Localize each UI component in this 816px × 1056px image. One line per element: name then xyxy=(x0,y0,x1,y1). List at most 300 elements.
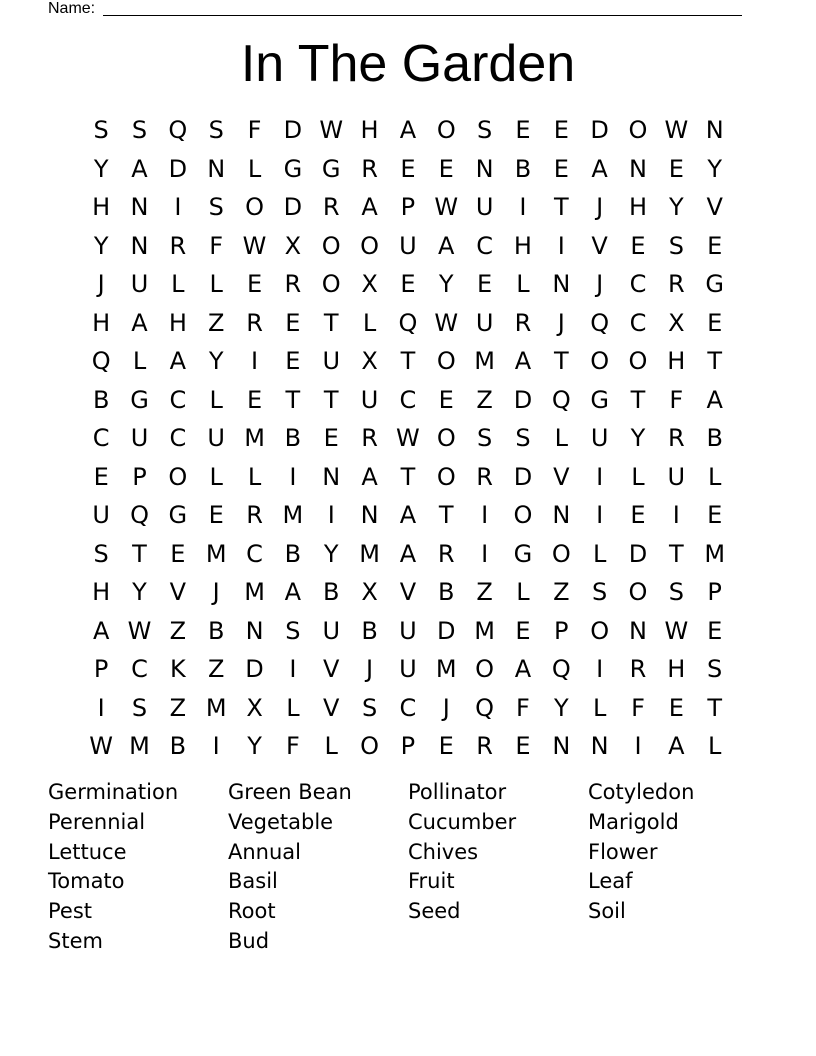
grid-letter: H xyxy=(360,116,379,144)
grid-letter: A xyxy=(361,462,378,491)
grid-letter: N xyxy=(245,616,264,645)
grid-row xyxy=(82,304,734,343)
grid-letter: R xyxy=(361,154,378,183)
grid-letter: B xyxy=(169,732,187,760)
grid-letter: L xyxy=(209,462,223,491)
grid-letter: Y xyxy=(132,578,147,606)
grid-letter: C xyxy=(169,424,187,452)
grid-letter: S xyxy=(668,578,684,606)
grid-letter: V xyxy=(553,462,570,491)
grid-letter: U xyxy=(360,385,379,414)
grid-letter: H xyxy=(168,308,187,337)
grid-letter: Z xyxy=(169,616,187,645)
grid-letter: R xyxy=(246,308,263,337)
grid-letter: T xyxy=(553,347,569,375)
grid-letter: R xyxy=(514,308,532,337)
grid-letter: W xyxy=(89,732,114,760)
grid-letter: W xyxy=(434,308,459,337)
grid-letter: Q xyxy=(551,385,571,414)
grid-letter: U xyxy=(92,501,110,529)
grid-letter: E xyxy=(515,732,531,760)
grid-letter: M xyxy=(244,578,265,606)
grid-letter: U xyxy=(590,424,609,452)
grid-letter: H xyxy=(92,578,111,606)
grid-letter: E xyxy=(438,732,454,760)
grid-letter: L xyxy=(362,308,377,337)
grid-letter: A xyxy=(399,539,417,568)
grid-letter: O xyxy=(628,116,648,144)
grid-letter: C xyxy=(246,539,263,568)
grid-letter: T xyxy=(400,347,416,375)
grid-row xyxy=(82,650,734,689)
grid-letter: O xyxy=(360,231,380,260)
grid-letter: E xyxy=(707,231,723,260)
grid-letter: S xyxy=(131,116,148,144)
grid-letter: G xyxy=(590,385,609,414)
grid-letter: D xyxy=(628,539,648,568)
grid-letter: S xyxy=(361,693,378,722)
grid-letter: E xyxy=(630,231,646,260)
grid-letter: A xyxy=(399,501,417,529)
grid-letter: M xyxy=(704,539,726,568)
grid-letter: I xyxy=(97,693,105,722)
grid-letter: E xyxy=(553,154,569,183)
grid-letter: U xyxy=(475,193,494,221)
grid-letter: N xyxy=(207,154,226,183)
grid-letter: J xyxy=(557,308,565,337)
word-list-item: Root xyxy=(228,899,276,924)
grid-letter: D xyxy=(437,616,456,645)
grid-letter: B xyxy=(284,424,302,452)
grid-letter: A xyxy=(514,655,532,683)
grid-letter: S xyxy=(208,116,224,144)
grid-letter: U xyxy=(667,462,686,491)
grid-letter: N xyxy=(360,501,379,529)
grid-letter: V xyxy=(323,655,340,683)
grid-letter: L xyxy=(247,462,262,491)
grid-letter: V xyxy=(323,693,340,722)
grid-letter: O xyxy=(628,347,648,375)
grid-letter: I xyxy=(289,462,297,491)
name-label: Name: xyxy=(48,0,96,17)
grid-letter: L xyxy=(707,732,722,760)
grid-letter: G xyxy=(168,501,188,529)
word-list-item: Basil xyxy=(228,869,278,894)
grid-letter: V xyxy=(706,193,723,221)
grid-letter: B xyxy=(706,424,723,452)
grid-letter: H xyxy=(92,193,111,221)
grid-letter: R xyxy=(476,462,493,491)
grid-letter: E xyxy=(170,539,186,568)
grid-letter: N xyxy=(130,193,149,221)
word-list-item: Marigold xyxy=(588,809,679,834)
grid-letter: T xyxy=(707,693,722,722)
grid-letter: W xyxy=(242,231,267,260)
grid-letter: X xyxy=(361,578,378,606)
grid-letter: L xyxy=(554,424,568,452)
grid-letter: T xyxy=(630,385,646,414)
grid-letter: A xyxy=(399,116,417,144)
word-list-item: Annual xyxy=(228,839,301,864)
grid-letter: I xyxy=(557,231,565,260)
grid-letter: J xyxy=(596,270,604,298)
grid-letter: C xyxy=(399,385,417,414)
grid-letter: O xyxy=(475,655,495,683)
grid-letter: E xyxy=(668,693,684,722)
grid-letter: L xyxy=(516,270,530,298)
grid-letter: M xyxy=(474,347,495,375)
grid-letter: A xyxy=(131,154,148,183)
grid-letter: Y xyxy=(208,347,224,375)
grid-letter: L xyxy=(209,270,223,298)
grid-letter: P xyxy=(707,578,722,606)
grid-letter: E xyxy=(400,270,416,298)
grid-row xyxy=(82,727,734,766)
grid-letter: C xyxy=(92,424,110,452)
grid-letter: P xyxy=(554,616,569,645)
grid-letter: A xyxy=(591,154,608,183)
word-list-item: Tomato xyxy=(48,869,125,894)
grid-letter: Y xyxy=(247,732,262,760)
grid-letter: U xyxy=(399,655,417,683)
grid-row xyxy=(82,612,734,651)
grid-row xyxy=(82,535,734,574)
grid-letter: Y xyxy=(707,154,722,183)
letter-grid xyxy=(82,111,734,766)
grid-row xyxy=(82,496,734,535)
grid-letter: O xyxy=(590,616,610,645)
grid-letter: I xyxy=(481,539,489,568)
grid-letter: Q xyxy=(590,308,610,337)
grid-letter: I xyxy=(596,501,604,529)
grid-letter: F xyxy=(285,732,300,760)
grid-letter: C xyxy=(399,693,417,722)
grid-letter: M xyxy=(282,501,304,529)
grid-letter: A xyxy=(668,732,685,760)
grid-row xyxy=(82,689,734,728)
grid-letter: G xyxy=(705,270,724,298)
grid-letter: O xyxy=(628,578,648,606)
grid-row xyxy=(82,188,734,227)
grid-letter: R xyxy=(629,655,647,683)
grid-letter: U xyxy=(130,270,149,298)
grid-row xyxy=(82,381,734,420)
grid-letter: D xyxy=(590,116,609,144)
grid-letter: V xyxy=(399,578,417,606)
grid-letter: E xyxy=(246,385,263,414)
grid-letter: N xyxy=(705,116,724,144)
grid-letter: B xyxy=(438,578,455,606)
grid-letter: B xyxy=(361,616,378,645)
grid-row xyxy=(82,419,734,458)
word-list xyxy=(48,778,768,957)
grid-letter: D xyxy=(513,385,533,414)
grid-letter: P xyxy=(400,732,416,760)
grid-letter: H xyxy=(513,231,532,260)
grid-letter: F xyxy=(247,116,262,144)
grid-letter: Q xyxy=(475,693,495,722)
grid-letter: D xyxy=(283,193,303,221)
grid-letter: O xyxy=(436,116,456,144)
grid-letter: I xyxy=(596,462,604,491)
grid-letter: E xyxy=(285,347,301,375)
grid-letter: I xyxy=(251,347,259,375)
grid-letter: T xyxy=(323,308,339,337)
grid-letter: R xyxy=(169,231,187,260)
grid-letter: M xyxy=(474,616,495,645)
grid-letter: Q xyxy=(551,655,571,683)
word-list-item: Perennial xyxy=(48,809,146,834)
grid-letter: Z xyxy=(476,385,493,414)
grid-letter: H xyxy=(92,308,111,337)
grid-row xyxy=(82,150,734,189)
grid-letter: I xyxy=(481,501,489,529)
grid-letter: I xyxy=(289,655,297,683)
grid-row xyxy=(82,111,734,150)
grid-letter: U xyxy=(207,424,225,452)
grid-letter: O xyxy=(513,501,533,529)
grid-letter: A xyxy=(169,347,187,375)
grid-letter: A xyxy=(361,193,378,221)
grid-letter: G xyxy=(130,385,149,414)
grid-letter: O xyxy=(551,539,571,568)
word-list-item: Lettuce xyxy=(48,839,127,864)
grid-letter: M xyxy=(244,424,265,452)
grid-letter: U xyxy=(322,616,341,645)
grid-letter: S xyxy=(592,578,608,606)
grid-letter: U xyxy=(399,616,417,645)
grid-letter: R xyxy=(437,539,455,568)
grid-letter: F xyxy=(209,231,224,260)
grid-letter: H xyxy=(667,655,686,683)
grid-letter: B xyxy=(92,385,110,414)
grid-letter: Y xyxy=(630,424,646,452)
grid-letter: M xyxy=(359,539,380,568)
grid-letter: J xyxy=(596,193,604,221)
grid-letter: W xyxy=(434,193,459,221)
page-title: In The Garden xyxy=(240,35,576,93)
grid-letter: Y xyxy=(438,270,454,298)
word-list-item: Green Bean xyxy=(228,780,352,804)
grid-letter: E xyxy=(515,116,531,144)
word-list-item: Fruit xyxy=(408,869,455,894)
grid-letter: G xyxy=(283,154,303,183)
grid-letter: L xyxy=(171,270,185,298)
grid-letter: X xyxy=(284,231,302,260)
grid-letter: C xyxy=(169,385,187,414)
grid-row xyxy=(82,265,734,304)
name-field xyxy=(48,0,742,18)
grid-letter: A xyxy=(438,231,455,260)
grid-letter: T xyxy=(707,347,722,375)
grid-letter: N xyxy=(322,462,341,491)
grid-letter: C xyxy=(629,270,647,298)
word-list-item: Pest xyxy=(48,899,93,924)
grid-letter: E xyxy=(246,270,263,298)
grid-letter: I xyxy=(327,501,335,529)
grid-letter: O xyxy=(360,732,380,760)
grid-letter: Q xyxy=(91,347,111,375)
grid-letter: X xyxy=(361,270,378,298)
grid-letter: S xyxy=(476,116,493,144)
grid-letter: T xyxy=(285,385,301,414)
grid-letter: L xyxy=(247,154,262,183)
grid-letter: T xyxy=(132,539,147,568)
word-list-item: Cucumber xyxy=(408,809,517,834)
grid-letter: V xyxy=(591,231,608,260)
grid-letter: H xyxy=(628,193,647,221)
grid-letter: N xyxy=(552,501,571,529)
grid-letter: N xyxy=(475,154,494,183)
grid-letter: Z xyxy=(207,655,225,683)
grid-letter: E xyxy=(707,616,723,645)
grid-letter: P xyxy=(93,655,109,683)
grid-letter: N xyxy=(552,732,571,760)
word-list-item: Stem xyxy=(48,928,103,953)
grid-letter: T xyxy=(323,385,339,414)
grid-letter: A xyxy=(92,616,110,645)
grid-letter: H xyxy=(667,347,686,375)
grid-letter: E xyxy=(553,116,569,144)
grid-letter: E xyxy=(668,154,684,183)
grid-letter: M xyxy=(435,655,457,683)
grid-letter: I xyxy=(519,193,527,221)
grid-letter: F xyxy=(631,693,645,722)
grid-letter: S xyxy=(208,193,224,221)
grid-letter: I xyxy=(174,193,182,221)
grid-letter: A xyxy=(131,308,148,337)
word-list-item: Vegetable xyxy=(228,809,334,834)
grid-letter: O xyxy=(168,462,188,491)
grid-row xyxy=(82,573,734,612)
grid-letter: B xyxy=(323,578,340,606)
grid-letter: E xyxy=(515,616,531,645)
grid-letter: L xyxy=(324,732,338,760)
grid-letter: M xyxy=(129,732,150,760)
grid-letter: I xyxy=(672,501,680,529)
grid-letter: E xyxy=(438,385,454,414)
grid-letter: Y xyxy=(553,693,569,722)
grid-letter: G xyxy=(321,154,341,183)
grid-letter: E xyxy=(477,270,493,298)
grid-letter: O xyxy=(321,231,341,260)
grid-letter: Z xyxy=(169,693,187,722)
word-list-item: Germination xyxy=(48,780,179,804)
grid-letter: S xyxy=(707,655,723,683)
grid-row xyxy=(82,458,734,497)
grid-letter: U xyxy=(322,347,341,375)
grid-letter: U xyxy=(475,308,494,337)
grid-letter: F xyxy=(669,385,684,414)
grid-letter: B xyxy=(514,154,532,183)
grid-letter: E xyxy=(285,308,301,337)
grid-letter: C xyxy=(629,308,647,337)
grid-letter: W xyxy=(664,616,689,645)
grid-letter: E xyxy=(707,501,723,529)
grid-letter: E xyxy=(707,308,723,337)
grid-letter: J xyxy=(366,655,374,683)
grid-letter: U xyxy=(399,231,417,260)
grid-letter: X xyxy=(246,693,263,722)
grid-letter: N xyxy=(130,231,149,260)
grid-letter: R xyxy=(476,732,493,760)
grid-letter: L xyxy=(516,578,530,606)
grid-letter: J xyxy=(442,693,450,722)
grid-letter: W xyxy=(319,116,344,144)
grid-letter: S xyxy=(93,116,109,144)
grid-letter: R xyxy=(667,424,685,452)
word-list-item: Flower xyxy=(588,839,658,864)
grid-letter: R xyxy=(322,193,340,221)
word-list-item: Bud xyxy=(228,928,270,953)
grid-letter: Z xyxy=(476,578,493,606)
grid-letter: O xyxy=(590,347,610,375)
grid-letter: S xyxy=(476,424,493,452)
grid-letter: B xyxy=(207,616,225,645)
grid-letter: S xyxy=(93,539,109,568)
grid-letter: P xyxy=(132,462,147,491)
grid-letter: I xyxy=(634,732,642,760)
grid-row xyxy=(82,342,734,381)
word-list-item: Seed xyxy=(408,899,461,924)
grid-letter: N xyxy=(629,154,647,183)
grid-letter: C xyxy=(131,655,148,683)
grid-letter: A xyxy=(284,578,302,606)
grid-letter: B xyxy=(284,539,302,568)
grid-letter: N xyxy=(629,616,647,645)
grid-letter: Y xyxy=(93,231,109,260)
grid-letter: M xyxy=(205,693,227,722)
grid-letter: T xyxy=(438,501,454,529)
grid-letter: W xyxy=(664,116,689,144)
grid-letter: G xyxy=(513,539,533,568)
grid-letter: S xyxy=(515,424,531,452)
grid-letter: X xyxy=(361,347,378,375)
grid-letter: T xyxy=(553,193,569,221)
grid-letter: O xyxy=(436,347,456,375)
grid-letter: C xyxy=(476,231,493,260)
grid-letter: P xyxy=(400,193,416,221)
grid-letter: M xyxy=(205,539,227,568)
grid-letter: Q xyxy=(130,501,149,529)
grid-letter: S xyxy=(285,616,301,645)
grid-letter: K xyxy=(169,655,186,683)
grid-letter: A xyxy=(706,385,723,414)
grid-letter: I xyxy=(212,732,220,760)
grid-letter: F xyxy=(516,693,530,722)
word-list-item: Pollinator xyxy=(408,780,507,804)
grid-letter: Q xyxy=(168,116,188,144)
grid-letter: T xyxy=(400,462,416,491)
grid-letter: N xyxy=(590,732,609,760)
grid-letter: Y xyxy=(668,193,684,221)
word-list-item: Leaf xyxy=(588,869,633,894)
grid-letter: E xyxy=(438,154,454,183)
grid-letter: W xyxy=(396,424,420,452)
grid-letter: R xyxy=(284,270,302,298)
grid-letter: J xyxy=(212,578,220,606)
grid-letter: O xyxy=(436,462,456,491)
grid-letter: D xyxy=(513,462,533,491)
grid-letter: D xyxy=(168,154,188,183)
grid-letter: A xyxy=(514,347,532,375)
grid-letter: Z xyxy=(553,578,570,606)
grid-letter: Z xyxy=(207,308,225,337)
grid-letter: S xyxy=(668,231,684,260)
grid-letter: I xyxy=(596,655,604,683)
grid-letter: T xyxy=(668,539,684,568)
grid-letter: E xyxy=(323,424,339,452)
